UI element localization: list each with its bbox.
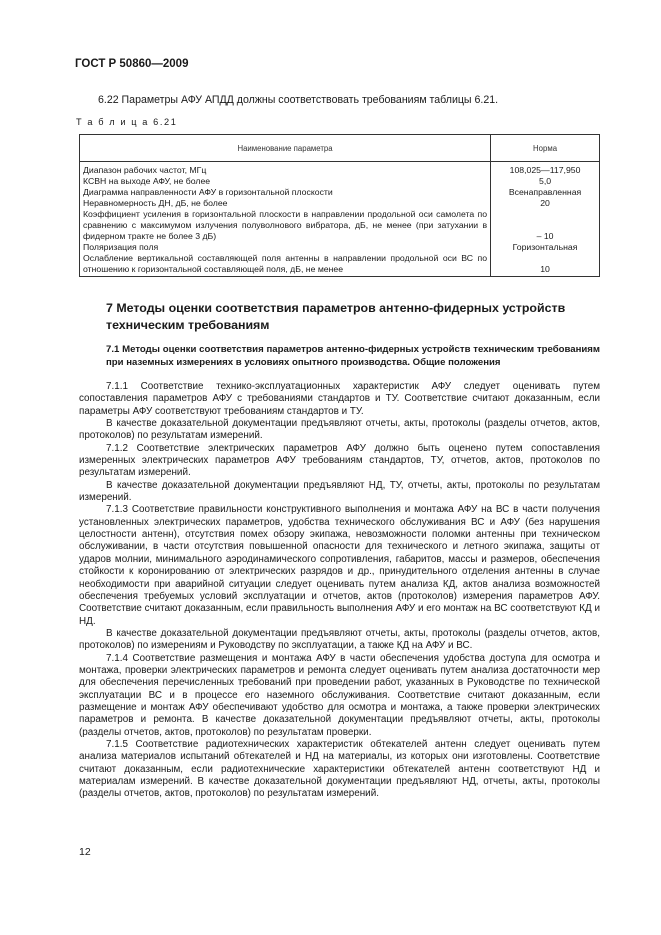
paragraph: 7.1.1 Соответствие технико-эксплуатационных характеристик АФУ следует оценивать путем сопоставления параметров АФУ с требованиями стандартов и ТУ. Соответствие считают доказанным, если параметры АФУ соответствуют требованиям стандартов и ТУ.	[79, 381, 600, 417]
section-title: 7 Методы оценки соответствия параметров антенно-фидерных устройств техническим требованиям	[106, 301, 566, 332]
parameter-name: КСВН на выходе АФУ, не более	[80, 176, 491, 187]
parameter-name: Поляризация поля	[80, 242, 491, 253]
page-number: 12	[79, 846, 91, 858]
table-row	[80, 242, 600, 253]
table-row	[80, 176, 600, 187]
parameter-norm: 108,025—117,950	[491, 162, 600, 177]
paragraph: В качестве доказательной документации предъявляют отчеты, акты, протоколы (разделы отчетов, актов, протоколов) по результатам измерений.	[79, 418, 600, 442]
parameter-name: Коэффициент усиления в горизонтальной плоскости в направлении продольной оси самолета по сравнению с максимумом излучения полуволнового вибратора, дБ, не менее (при затухании в фидерном тракте не более 3 дБ)	[80, 209, 491, 242]
table-header-row	[80, 135, 600, 162]
table-row	[80, 162, 600, 177]
parameter-norm: – 10	[491, 209, 600, 242]
parameter-norm: Горизонтальная	[491, 242, 600, 253]
parameter-norm: 10	[491, 253, 600, 277]
paragraph: 7.1.3 Соответствие правильности конструктивного выполнения и монтажа АФУ на ВС в части получения установленных электрических параметров, удобства технического обслуживания ВС и АФУ (без нарушения целостности антенн), отсутствия помех обзору экипажа, невозможности поломки антенны при техническом обслуживании, в части отсутствия повышенной опасности для технического и летного экипажа, защиты от ударов молнии, минимального аэродинамического сопротивления, габаритов, массы и размеров, обеспечения стойкости к коронированию от электрических разрядов и др., принудительного отделения антенны в случае необходимости при аварийной ситуации следует оценивать путем анализа КД, актов анализа возможностей обеспечения требуемых условий эксплуатации и отчетов, актов (протоколов) измерения параметров АФУ. Соответствие считают доказанным, если правильность выполнения АФУ и его монтаж на ВС соответствуют КД и НД.	[79, 504, 600, 627]
table-row	[80, 198, 600, 209]
paragraph: 7.1.4 Соответствие размещения и монтажа АФУ в части обеспечения удобства доступа для осмотра и монтажа, проверки электрических параметров и ремонта следует оценивать путем анализа достаточности мер для обеспечения перечисленных требований при проведении работ, указанных в Руководстве по технической эксплуатации ВС и в процессе его наземного обслуживания. Соответствие считают доказанным, если размещение и монтаж АФУ обеспечивают удобство для осмотра и монтажа, а также проверки электрических параметров и ремонта. В качестве доказательной документации предъявляют отчеты, акты, протоколы (разделы отчетов, актов, протоколов) по результатам проверки.	[79, 652, 600, 738]
parameter-norm: Всенаправленная	[491, 187, 600, 198]
table-row	[80, 209, 600, 242]
table-row	[80, 187, 600, 198]
table-row	[80, 253, 600, 277]
body-text	[79, 381, 600, 801]
column-header-name: Наименование параметра	[80, 135, 491, 162]
subsection-title: 7.1 Методы оценки соответствия параметров антенно-фидерных устройств техническим требованиям при наземных измерениях в условиях опытного производства. Общие положения	[106, 344, 600, 368]
parameter-name: Диапазон рабочих частот, МГц	[80, 162, 491, 177]
paragraph: В качестве доказательной документации предъявляют отчеты, акты, протоколы (разделы отчетов, актов, протоколов) по измерениям и Руководству по эксплуатации, а также КД на АФУ и ВС.	[79, 627, 600, 652]
paragraph: 7.1.5 Соответствие радиотехнических характеристик обтекателей антенн следует оценивать путем анализа материалов испытаний обтекателей и НД на материалы, из которых они изготовлены. Соответствие считают доказанным, если радиотехнические характеристики обтекателей антенн соответствуют НД и материалам измерений. В качестве доказательной документации предъявляют НД, отчеты, акты, протоколы (разделы отчетов, актов, протоколов) по результатам измерений.	[79, 738, 600, 800]
document-header: ГОСТ Р 50860—2009	[75, 58, 189, 70]
parameter-name: Диаграмма направленности АФУ в горизонтальной плоскости	[80, 187, 491, 198]
parameter-name: Неравномерность ДН, дБ, не более	[80, 198, 491, 209]
parameter-norm: 5,0	[491, 176, 600, 187]
parameter-name: Ослабление вертикальной составляющей поля антенны в направлении продольной оси ВС по отношению к горизонтальной составляющей поля, дБ, не менее	[80, 253, 491, 277]
paragraph: В качестве доказательной документации предъявляют НД, ТУ, отчеты, акты, протоколы по результатам измерений.	[79, 479, 600, 504]
parameter-norm: 20	[491, 198, 600, 209]
table-caption: Т а б л и ц а 6.21	[76, 117, 178, 127]
parameters-table	[79, 134, 600, 277]
column-header-norm: Норма	[491, 135, 600, 162]
paragraph: 7.1.2 Соответствие электрических параметров АФУ должно быть оценено путем сопоставления измеренных электрических параметров АФУ требованиям стандартов, ТУ, отчетов, актов, протоколов по результатам измерений.	[79, 442, 600, 479]
intro-paragraph: 6.22 Параметры АФУ АПДД должны соответствовать требованиям таблицы 6.21.	[98, 94, 499, 106]
